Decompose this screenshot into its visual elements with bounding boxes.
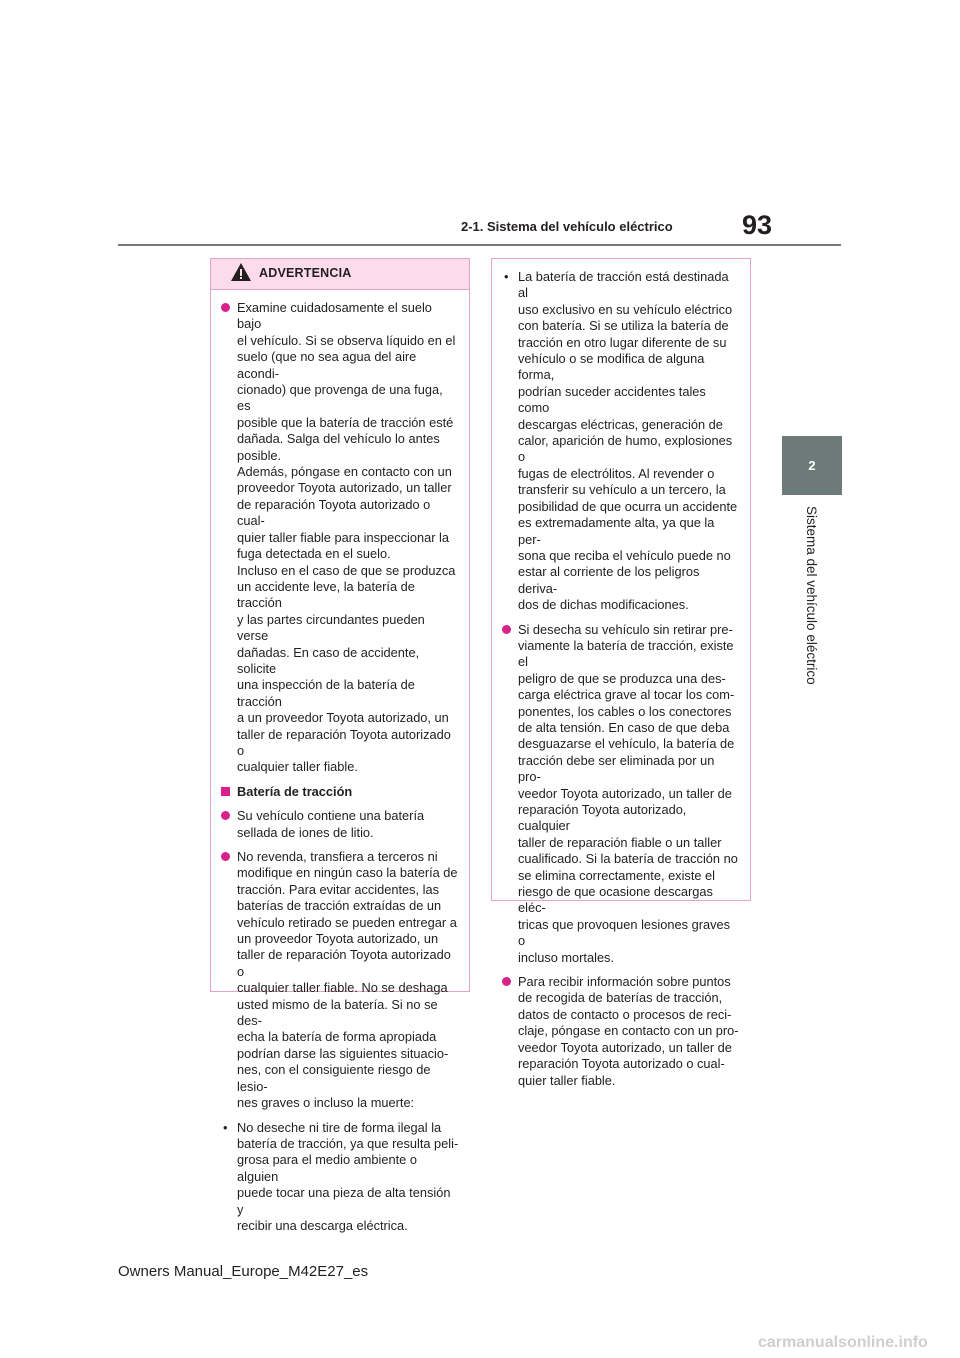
line: La batería de tracción está destinada al [518, 269, 729, 301]
warning-paragraph-recycling [500, 974, 740, 1089]
line: sellada de iones de litio. [237, 824, 374, 840]
line: Para recibir información sobre puntos [518, 974, 731, 990]
line: a un proveedor Toyota autorizado, un [237, 710, 449, 726]
line: Incluso en el caso de que se produzca [237, 562, 456, 578]
line: Examine cuidadosamente el suelo bajo [237, 300, 432, 332]
line: Además, póngase en contacto con un [237, 464, 452, 480]
line: estar al corriente de los peligros deriva- [518, 564, 700, 596]
line: Su vehículo contiene una batería [237, 808, 425, 824]
warning-content-continued [492, 259, 750, 1089]
line: reparación Toyota autorizado, cualquier [518, 802, 687, 834]
warning-triangle-icon [230, 262, 252, 282]
line: claje, póngase en contacto con un pro- [518, 1023, 739, 1039]
line: Si desecha su vehículo sin retirar pre- [518, 621, 733, 637]
line: fugas de electrólitos. Al revender o [518, 465, 715, 481]
line: suelo (que no sea agua del aire acondi- [237, 349, 417, 381]
line: usted mismo de la batería. Si no se des- [237, 996, 438, 1029]
line: modifique en ningún caso la batería de [237, 865, 458, 881]
warning-paragraph-resale [219, 849, 459, 1112]
line: quier taller fiable. [518, 1072, 616, 1088]
line: peligro de que se produzca una des- [518, 670, 726, 686]
warning-paragraph-floor [219, 300, 459, 776]
line: podrían darse las siguientes situacio- [237, 1045, 449, 1061]
line: quier taller fiable para inspeccionar la [237, 529, 449, 545]
line: reparación Toyota autorizado o cual- [518, 1056, 725, 1072]
line: el vehículo. Si se observa líquido en el [237, 332, 456, 348]
line: No deseche ni tire de forma ilegal la [237, 1119, 442, 1135]
line: posible que la batería de tracción esté [237, 414, 454, 430]
line: ponentes, los cables o los conectores [518, 703, 732, 719]
line: viamente la batería de tracción, existe el [518, 637, 734, 670]
line: grosa para el medio ambiente o alguien [237, 1152, 417, 1184]
line: No revenda, transfiera a terceros ni [237, 849, 438, 864]
warning-content [211, 290, 469, 1234]
warning-paragraph-scrap [500, 622, 740, 967]
line: echa la batería de forma apropiada [237, 1029, 437, 1045]
circle-bullet-icon [221, 852, 230, 861]
line: uso exclusivo en su vehículo eléctrico [518, 301, 733, 317]
circle-bullet-icon [221, 303, 230, 312]
line: puede tocar una pieza de alta tensión y [237, 1185, 451, 1217]
warning-paragraph-lithium [219, 808, 459, 841]
line: tricas que provoquen lesiones graves o [518, 916, 730, 949]
line: de alta tensión. En caso de que deba [518, 719, 730, 735]
line: vehículo o se modifica de alguna forma, [518, 351, 705, 383]
line: podrían suceder accidentes tales como [518, 383, 706, 416]
page-number: 93 [742, 210, 773, 240]
line: de reparación Toyota autorizado o cual- [237, 496, 431, 529]
square-bullet-icon [221, 787, 230, 796]
line: datos de contacto o procesos de reci- [518, 1006, 732, 1022]
line: de recogida de baterías de tracción, [518, 990, 723, 1006]
line: fuga detectada en el suelo. [237, 546, 391, 562]
line: nes, con el consiguiente riesgo de lesio- [237, 1062, 431, 1094]
warning-box-continued [491, 258, 751, 1088]
line: transferir su vehículo a un tercero, la [518, 482, 726, 498]
section-title: 2-1. Sistema del vehículo eléctrico [461, 219, 673, 234]
line: posibilidad de que ocurra un accidente [518, 498, 738, 514]
subheading-traction-battery [219, 784, 459, 800]
line: proveedor Toyota autorizado, un taller [237, 480, 452, 496]
circle-bullet-icon [221, 811, 230, 820]
line: con batería. Si se utiliza la batería de [518, 318, 729, 334]
line: nes graves o incluso la muerte: [237, 1095, 415, 1111]
line: descargas eléctricas, generación de [518, 416, 723, 432]
line: cualquier taller fiable. No se deshaga [237, 980, 448, 996]
line: y las partes circundantes pueden verse [237, 611, 425, 644]
line: cualquier taller fiable. [237, 759, 358, 775]
line: tracción en otro lugar diferente de su [518, 334, 727, 350]
line: se elimina correctamente, existe el [518, 867, 716, 883]
line: tracción. Para evitar accidentes, las [237, 881, 440, 897]
subheading: Batería de tracción [237, 783, 353, 799]
line: una inspección de la batería de tracción [237, 677, 415, 709]
warning-box [210, 258, 470, 1233]
line: veedor Toyota autorizado, un taller de [518, 785, 732, 801]
line: taller de reparación Toyota autorizado o [237, 726, 451, 758]
footer-manual-id: Owners Manual_Europe_M42E27_es [118, 1263, 369, 1280]
warning-paragraph-exclusive-use [500, 269, 740, 614]
small-bullet: • [223, 1119, 228, 1135]
line: riesgo de que ocasione descargas eléc- [518, 884, 713, 916]
line: carga eléctrica grave al tocar los com- [518, 687, 735, 703]
line: vehículo retirado se pueden entregar a [237, 914, 457, 930]
line: taller de reparación fiable o un taller [518, 834, 722, 850]
chapter-tab[interactable]: 2 [782, 436, 842, 495]
warning-paragraph-disposal [219, 1120, 459, 1235]
line: sona que reciba el vehículo puede no [518, 547, 731, 563]
chapter-label: Sistema del vehículo eléctrico [804, 506, 819, 685]
header-rule [118, 244, 841, 246]
line: batería de tracción, ya que resulta peli- [237, 1135, 459, 1151]
line: calor, aparición de humo, explosiones o [518, 433, 733, 465]
line: recibir una descarga eléctrica. [237, 1217, 408, 1233]
line: un proveedor Toyota autorizado, un [237, 931, 439, 947]
warning-title: ADVERTENCIA [259, 266, 352, 280]
line: dañadas. En caso de accidente, solicite [237, 644, 420, 676]
line: baterías de tracción extraídas de un [237, 898, 442, 914]
line: dos de dichas modificaciones. [518, 597, 689, 613]
small-bullet: • [504, 269, 509, 284]
line: dañada. Salga del vehículo lo antes [237, 431, 440, 447]
circle-bullet-icon [502, 625, 511, 634]
line: cualificado. Si la batería de tracción no [518, 851, 738, 867]
line: cionado) que provenga de una fuga, es [237, 382, 443, 414]
line: es extremadamente alta, ya que la per- [518, 515, 715, 547]
circle-bullet-icon [502, 977, 511, 986]
line: veedor Toyota autorizado, un taller de [518, 1039, 732, 1055]
line: incluso mortales. [518, 949, 615, 965]
line: taller de reparación Toyota autorizado o [237, 947, 451, 979]
watermark: carmanualsonline.info [758, 1334, 928, 1351]
warning-header [211, 259, 469, 290]
line: un accidente leve, la batería de tracción [237, 578, 415, 611]
line: desguazarse el vehículo, la batería de [518, 736, 735, 752]
line: posible. [237, 447, 282, 463]
line: tracción debe ser eliminada por un pro- [518, 752, 715, 785]
